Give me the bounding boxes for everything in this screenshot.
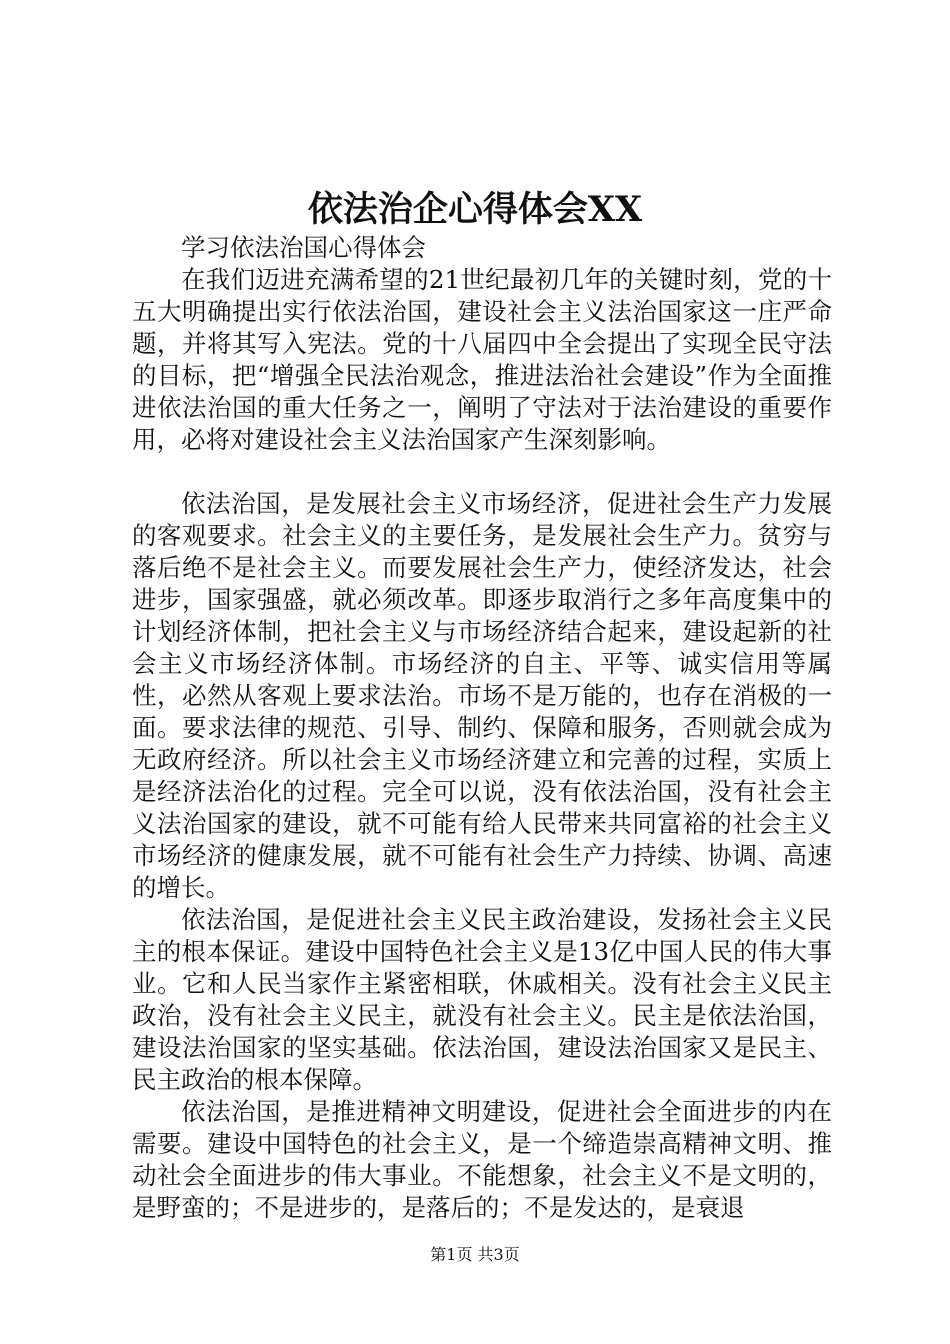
paragraph-civilization: 依法治国，是推进精神文明建设，促进社会全面进步的内在需要。建设中国特色的社会主义，是一个缔造崇高精神文明、推动社会全面进步的伟大事业。不能想象，社会主义不是文明的，是野蛮的；不是进步的，是落后的；不是发达的，是衰退 xyxy=(132,1097,832,1222)
paragraph-democracy: 依法治国，是促进社会主义民主政治建设，发扬社会主义民主的根本保证。建设中国特色社会主义是13亿中国人民的伟大事业。它和人民当家作主紧密相联，休戚相关。没有社会主义民主政治，没有社会主义民主，就没有社会主义。民主是依法治国，建设法治国家的坚实基础。依法治国，建设法治国家又是民主、民主政治的根本保障。 xyxy=(132,905,832,1094)
paragraph-intro: 在我们迈进充满希望的21世纪最初几年的关键时刻，党的十五大明确提出实行依法治国，建设社会主义法治国家这一庄严命题，并将其写入宪法。党的十八届四中全会提出了实现全民守法的目标，把“增强全民法治观念，推进法治社会建设”作为全面推进依法治国的重大任务之一，阐明了守法对于法治建设的重要作用，必将对建设社会主义法治国家产生深刻影响。 xyxy=(132,265,832,454)
document-title: 依法治企心得体会XX xyxy=(307,189,643,230)
document-body xyxy=(132,232,832,1224)
paragraph-market-economy: 依法治国，是发展社会主义市场经济，促进社会生产力发展的客观要求。社会主义的主要任务，是发展社会生产力。贫穷与落后绝不是社会主义。而要发展社会生产力，使经济发达，社会进步，国家强盛，就必须改革。即逐步取消行之多年高度集中的计划经济体制，把社会主义与市场经济结合起来，建设起新的社会主义市场经济体制。市场经济的自主、平等、诚实信用等属性，必然从客观上要求法治。市场不是万能的，也存在消极的一面。要求法律的规范、引导、制约、保障和服务，否则就会成为无政府经济。所以社会主义市场经济建立和完善的过程，实质上是经济法治化的过程。完全可以说，没有依法治国，没有社会主义法治国家的建设，就不可能有给人民带来共同富裕的社会主义市场经济的健康发展，就不可能有社会生产力持续、协调、高速的增长。 xyxy=(132,489,832,902)
document-subtitle: 学习依法治国心得体会 xyxy=(181,233,426,262)
page-footer: 第1页 共3页 xyxy=(430,1245,520,1264)
paragraph-gap xyxy=(132,456,832,488)
